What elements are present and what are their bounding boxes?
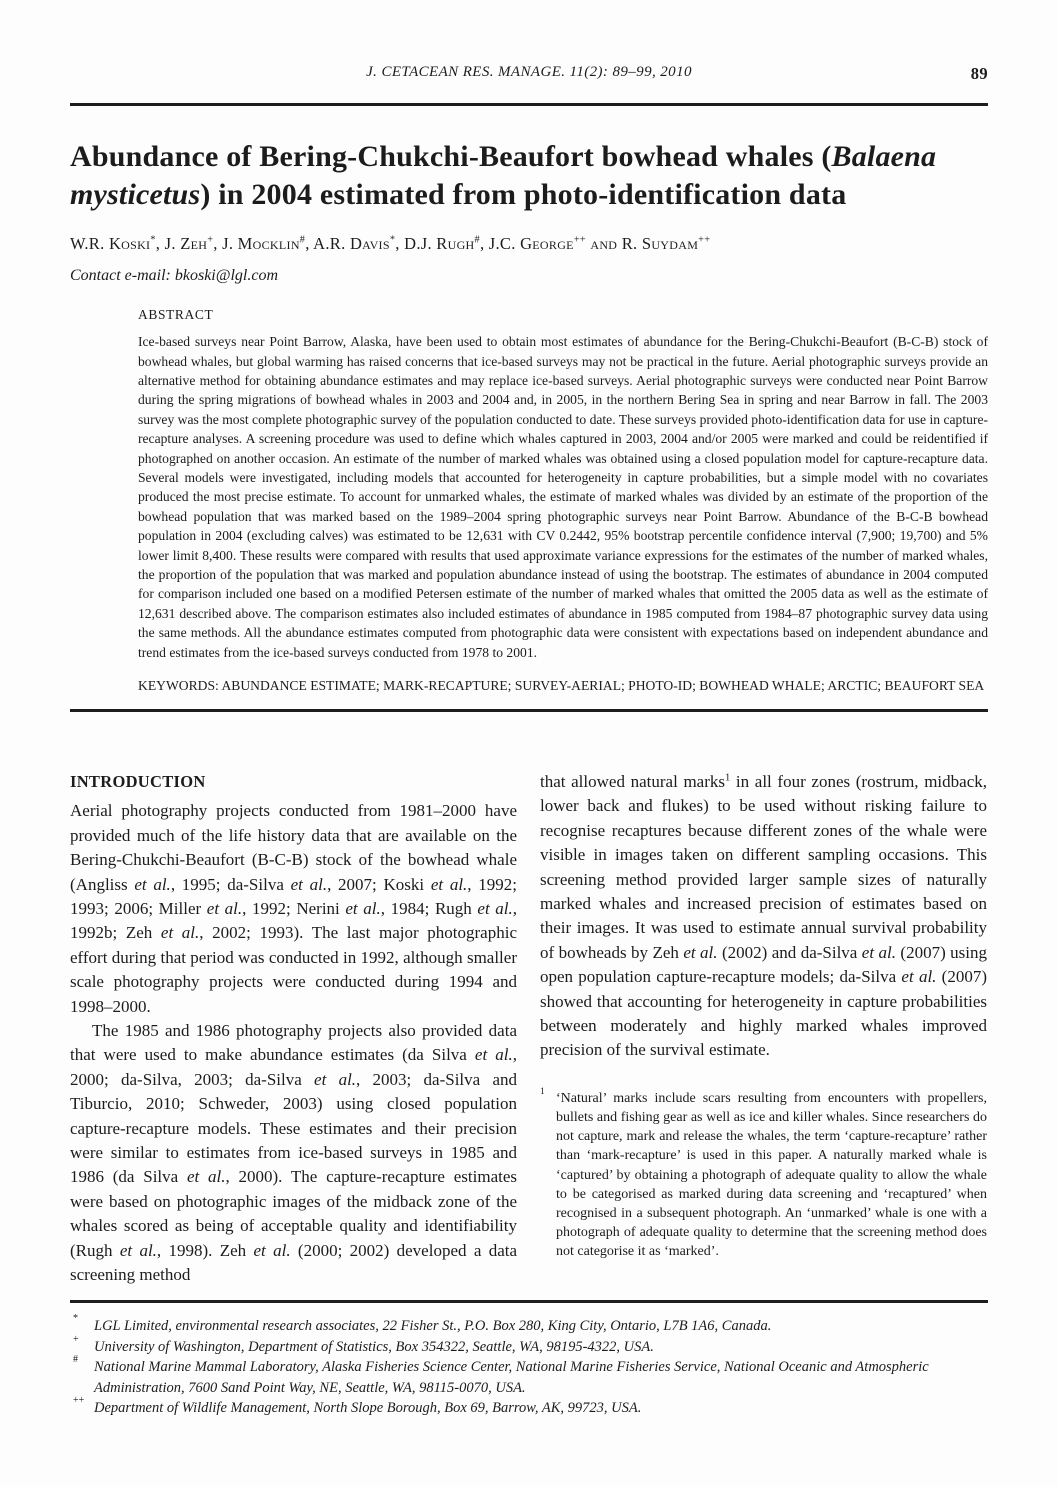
affiliation-item: ++ Department of Wildlife Management, North Slope Borough, Box 69, Barrow, AK, 99723, USA.	[73, 1395, 642, 1417]
intro-paragraph-1: Aerial photography projects conducted from 1981–2000 have provided much of the life history data that are available on the Bering-Chukchi-Beaufort (B-C-B) stock of the bowhead whale (Angliss et al., 1995; da-Silva et al., 2007; Koski et al., 1992; 1993; 2006; Miller et al., 1992; Nerini et al., 1984; Rugh et al., 1992b; Zeh et al., 2002; 1993). The last major photographic effort during that period was conducted in 1992, although smaller scale photography projects were conducted during 1994 and 1998–2000.	[70, 801, 518, 1016]
affiliation-item: + University of Washington, Department of Statistics, Box 354322, Seattle, WA, 98195-4322, USA.	[73, 1333, 654, 1355]
authors-line: W.R. Koski*, J. Zeh+, J. Mocklin#, A.R. Davis*, D.J. Rugh#, J.C. George++ and R. Suydam++	[70, 234, 711, 254]
introduction-heading: INTRODUCTION	[70, 771, 206, 791]
footnote-1: 1 ‘Natural’ marks include scars resulting from encounters with propellers, bullets and fishing gear as well as ice and killer whales. Since researchers do not capture, mark and release the whales, the term ‘capture-recapture’ rather than ‘mark-recapture’ is used in this paper. A naturally marked whale is ‘captured’ by obtaining a photograph of adequate quality to allow the whale to be categorised as marked during data screening and ‘recaptured’ when recognised in a subsequent photograph. An ‘unmarked’ whale is one with a photograph of adequate quality to determine that the screening method does not categorise it as ‘marked’.	[540, 1086, 987, 1260]
keywords-text: KEYWORDS: ABUNDANCE ESTIMATE; MARK-RECAPTURE; SURVEY-AERIAL; PHOTO-ID; BOWHEAD WHALE; ARCTIC; BEAUFORT SEA	[138, 677, 985, 693]
affiliation-text: National Marine Mammal Laboratory, Alaska Fisheries Science Center, National Marine Fisheries Service, National Oceanic and Atmospheric Administration, 7600 Sand Point Way, NE, Seattle, WA, 98115-0070, USA.	[94, 1359, 929, 1396]
body-column-left	[70, 770, 517, 1288]
affiliations-rule	[70, 1300, 988, 1303]
running-head	[70, 64, 988, 83]
affiliation-text: Department of Wildlife Management, North Slope Borough, Box 69, Barrow, AK, 99723, USA.	[94, 1400, 642, 1417]
intro-paragraph-continuation: that allowed natural marks$^1$ in all four zones (rostrum, midback, lower back and flukes) to be used without risking failure to recognise recaptures because different zones of the whale were visible in images taken on different sampling occasions. This screening method provided larger sample sizes of naturally marked whales and increased precision of estimates based on their images. It was used to estimate annual survival probability of bowheads by Zeh et al. (2002) and da-Silva et al. (2007) using open population capture-recapture models; da-Silva et al. (2007) showed that accounting for heterogeneity in capture probabilities between moderately and highly marked whales improved precision of the survival estimate.	[540, 771, 987, 1060]
header-rule	[70, 103, 988, 106]
abstract-text: Ice-based surveys near Point Barrow, Alaska, have been used to obtain most estimates of abundance for the Bering-Chukchi-Beaufort (B-C-B) stock of bowhead whales, but global warming has raised concerns that ice-based surveys may not be practical in the future. Aerial photographic surveys provide an alternative method for obtaining abundance estimates and may replace ice-based surveys. Aerial photographic surveys were conducted near Point Barrow during the spring migrations of bowhead whales in 2003 and 2004 and, in 2005, in the northern Bering Sea in spring and near Barrow in fall. The 2003 survey was the most complete photographic survey of the population conducted to date. These surveys provided photo-identification data for use in capture-recapture analyses. A screening procedure was used to define which whales captured in 2003, 2004 and/or 2005 were marked and could be reidentified if photographed on another occasion. An estimate of the number of marked whales was obtained using a closed population model for capture-recapture data. Several models were investigated, including models that accounted for heterogeneity in capture probabilities, but a simple model with no covariates produced the most precise estimate. To account for unmarked whales, the estimate of marked whales was divided by an estimate of the proportion of the bowhead population that was marked based on the 1989–2004 spring photographic surveys near Point Barrow. Abundance of the B-C-B bowhead population in 2004 (excluding calves) was estimated to be 12,631 with CV 0.2442, 95% bootstrap percentile confidence interval (7,900; 19,700) and 5% lower limit 8,400. These results were compared with results that used approximate variance expressions for the estimates of the number of marked whales, the proportion of the population that was marked and population abundance instead of using the bootstrap. The estimates of abundance in 2004 computed for comparison included one based on a modified Petersen estimate of the number of marked whales that omitted the 2005 data as well as the estimate of 12,631 described above. The comparison estimates also included estimates of abundance in 1985 computed from 1984–87 photographic survey data using the same methods. All the abundance estimates computed from photographic data were consistent with expectations based on independent abundance and trend estimates from the ice-based surveys conducted from 1978 to 2001.	[138, 334, 988, 660]
body-columns	[70, 770, 988, 1288]
abstract-divider-rule	[70, 709, 988, 712]
affiliations-list	[70, 1313, 988, 1419]
affiliations-section	[70, 1300, 988, 1419]
page-number: 89	[970, 64, 988, 83]
affiliation-item: # National Marine Mammal Laboratory, Alaska Fisheries Science Center, National Marine Fisheries Service, National Oceanic and Atmospheric Administration, 7600 Sand Point Way, NE, Seattle, WA, 98115-0070, USA.	[73, 1354, 929, 1396]
journal-citation-line: J. CETACEAN RES. MANAGE. 11(2): 89–99, 2010	[366, 64, 692, 80]
affiliation-text: University of Washington, Department of Statistics, Box 354322, Seattle, WA, 98195-4322, USA.	[94, 1338, 654, 1355]
intro-paragraph-2: The 1985 and 1986 photography projects also provided data that were used to make abundance estimates (da Silva et al., 2000; da-Silva, 2003; da-Silva et al., 2003; da-Silva and Tiburcio, 2010; Schweder, 2003) using closed population capture-recapture models. These estimates and their precision were similar to estimates from ice-based surveys in 1985 and 1986 (da Silva et al., 2000). The capture-recapture estimates were based on photographic images of the midback zone of the whales scored as being of acceptable quality and identifiability (Rugh et al., 1998). Zeh et al. (2000; 2002) developed a data screening method	[70, 1020, 518, 1285]
body-column-right	[540, 770, 987, 1288]
contact-email: Contact e-mail: bkoski@lgl.com	[70, 267, 279, 285]
abstract-heading: ABSTRACT	[138, 307, 214, 323]
affiliation-item: * LGL Limited, environmental research associates, 22 Fisher St., P.O. Box 280, King City, Ontario, L7B 1A6, Canada.	[73, 1313, 772, 1334]
paper-title: Abundance of Bering-Chukchi-Beaufort bowhead whales (Balaena mysticetus) in 2004 estimated from photo-identification data	[70, 140, 937, 211]
abstract-section	[138, 307, 988, 695]
footnote-1-text: ‘Natural’ marks include scars resulting from encounters with propellers, bullets and fishing gear as well as ice and killer whales. Since researchers do not capture, mark and release the whales, the term ‘capture-recapture’ rather than ‘mark-recapture’ is used in this paper. A naturally marked whale is ‘captured’ by obtaining a photograph of adequate quality to allow the whale to be categorised as marked during data screening and ‘recaptured’ when recognised in a subsequent photograph. An ‘unmarked’ whale is one with a photograph of adequate quality to determine that the screening method does not categorise it as ‘marked’.	[556, 1090, 987, 1260]
affiliation-text: LGL Limited, environmental research associates, 22 Fisher St., P.O. Box 280, King City, Ontario, L7B 1A6, Canada.	[94, 1318, 772, 1334]
